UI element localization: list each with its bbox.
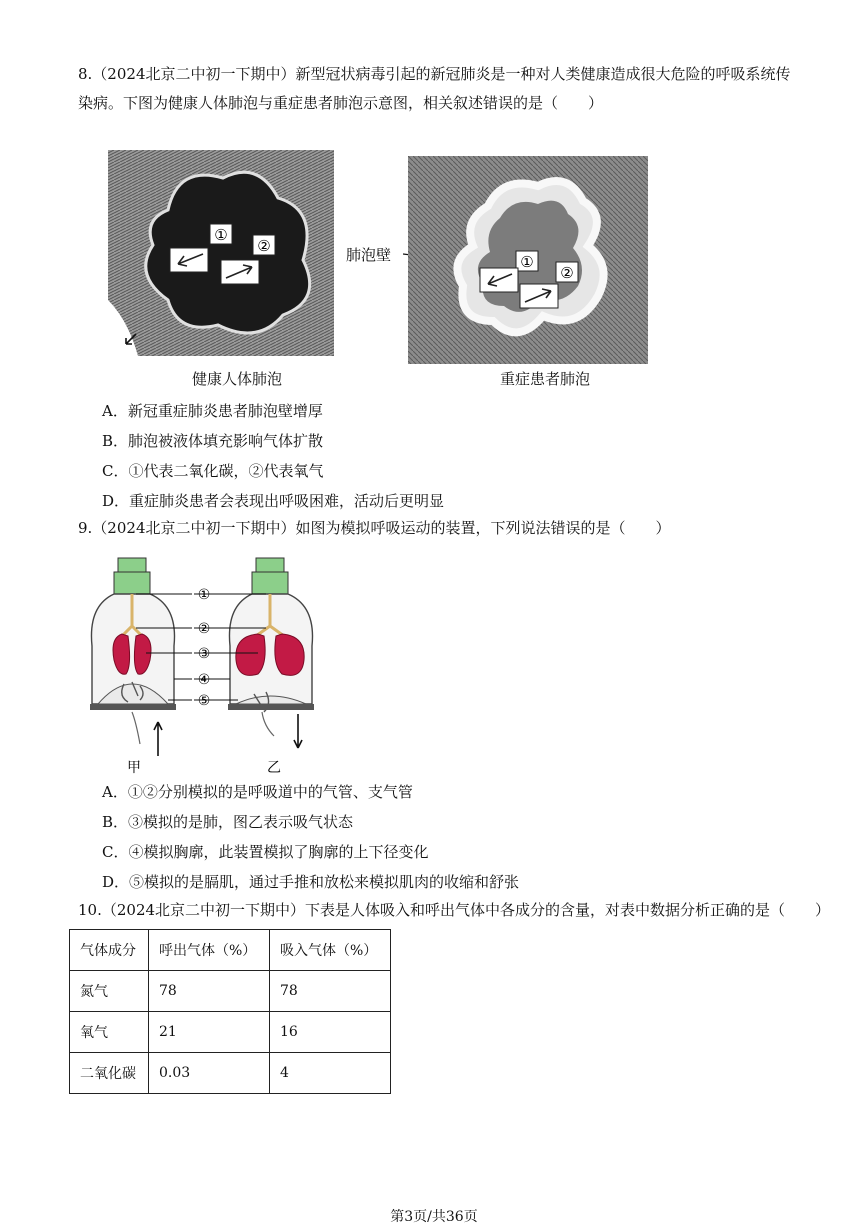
q8-option-b: B．肺泡被液体填充影响气体扩散 [102,432,324,450]
table-header-cell: 气体成分 [70,930,149,971]
table-row [70,1053,391,1094]
table-cell: 78 [270,971,391,1012]
severe-alveolus-image [408,156,648,364]
healthy-marker-1: ① [214,226,228,244]
q9-option-b: B．③模拟的是肺，图乙表示吸气状态 [102,813,354,831]
jar-yi-caption: 乙 [267,760,281,776]
table-cell: 氧气 [70,1012,149,1053]
jar-jia [90,558,176,756]
gas-composition-table [69,929,391,1094]
arrow-up-icon [154,722,162,756]
q8-option-d: D．重症肺炎患者会表现出呼吸困难，活动后更明显 [102,492,445,510]
q10-stem: 10.（2024北京二中初一下期中）下表是人体吸入和呼出气体中各成分的含量，对表中数据分析正确的是（ ） [78,901,831,919]
table-row [70,1012,391,1053]
table-cell: 0.03 [149,1053,270,1094]
q9-option-a: A．①②分别模拟的是呼吸道中的气管、支气管 [102,783,413,801]
model-label-1: ① [197,587,211,603]
arrow-down-icon [294,714,302,748]
severe-marker-2: ② [560,264,574,282]
q8-option-c: C．①代表二氧化碳，②代表氧气 [102,462,324,480]
model-label-5: ⑤ [197,693,211,709]
table-cell: 21 [149,1012,270,1053]
q8-stem: 8.（2024北京二中初一下期中）新型冠状病毒引起的新冠肺炎是一种对人类健康造成很大危险的呼吸系统传染病。下图为健康人体肺泡与重症患者肺泡示意图，相关叙述错误的是（ ） [78,65,791,112]
q8-option-a: A．新冠重症肺炎患者肺泡壁增厚 [102,402,323,420]
table-cell: 二氧化碳 [70,1053,149,1094]
table-header-row [70,930,391,971]
table-row [70,971,391,1012]
table-cell: 氮气 [70,971,149,1012]
model-label-4: ④ [197,672,211,688]
table-header-cell: 吸入气体（%） [270,930,391,971]
q9-option-d: D．⑤模拟的是膈肌，通过手推和放松来模拟肌肉的收缩和舒张 [102,873,520,891]
healthy-alveolus-caption: 健康人体肺泡 [192,370,283,388]
q9-stem: 9.（2024北京二中初一下期中）如图为模拟呼吸运动的装置，下列说法错误的是（ ） [78,519,671,537]
breathing-model-figure [88,556,328,778]
q9-option-c: C．④模拟胸廓，此装置模拟了胸廓的上下径变化 [102,843,429,861]
severe-alveolus-caption: 重症患者肺泡 [500,370,591,388]
healthy-marker-2: ② [257,237,271,255]
jar-jia-caption: 甲 [127,760,141,776]
model-label-2: ② [197,621,211,637]
table-header-cell: 呼出气体（%） [149,930,270,971]
table-cell: 4 [270,1053,391,1094]
healthy-alveolus-image [108,150,334,356]
model-label-3: ③ [197,646,211,662]
page-footer: 第3页/共36页 [390,1209,478,1225]
table-cell: 16 [270,1012,391,1053]
alveolar-wall-label: 肺泡壁 [346,246,392,264]
table-cell: 78 [149,971,270,1012]
severe-marker-1: ① [520,253,534,271]
